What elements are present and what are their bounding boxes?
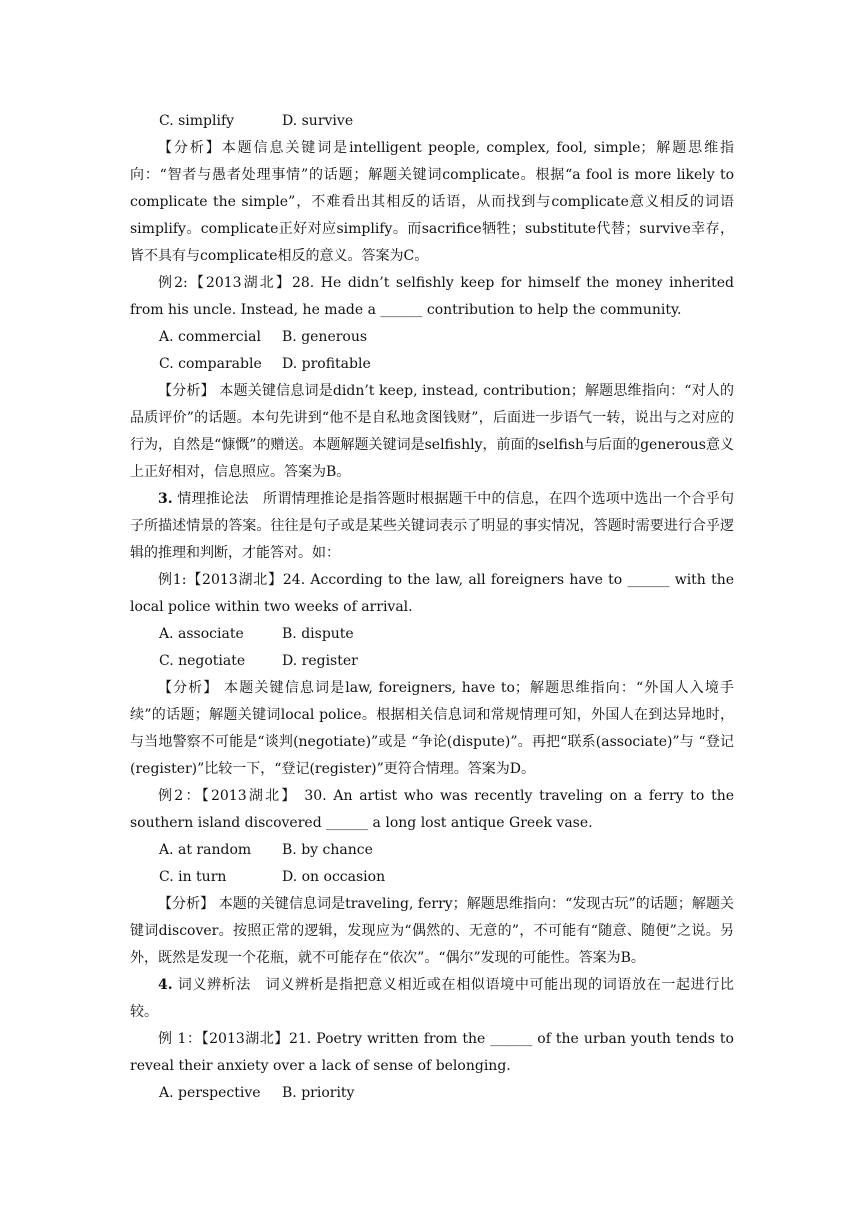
section-number: 3.: [158, 491, 173, 507]
analysis-paragraph: 【分析】 本题的关键信息词是traveling, ferry；解题思维指向：“发现古玩”的话题；解题关键词discover。按照正常的逻辑，发现应为“偶然的、无意的”，不可能有“随意、随便”之说。另外，既然是发现一个花瓶，就不可能存在“依次”。“偶尔”发现的可能性。答案为B。: [130, 896, 734, 966]
example-question: 例2:【2013湖北】28. He didn’t selfishly keep for himself the money inherited from his uncle. Instead, he made a ______ contribution to help the community.: [130, 275, 734, 318]
options-row: [130, 648, 734, 675]
option-a: A. associate: [159, 626, 244, 642]
options-row: [130, 351, 734, 378]
option-a: A. perspective: [159, 1085, 261, 1101]
option-b: B. generous: [282, 329, 368, 345]
example-question: 例 1：【2013湖北】21. Poetry written from the ______ of the urban youth tends to reveal their anxiety over a lack of sense of belonging.: [130, 1031, 734, 1074]
option-b: B. priority: [282, 1085, 355, 1101]
option-a: A. at random: [159, 842, 252, 858]
option-b: B. dispute: [282, 626, 354, 642]
options-row: [130, 108, 734, 135]
document-body: [130, 108, 734, 1107]
options-row: [130, 837, 734, 864]
option-c: C. negotiate: [159, 653, 246, 669]
section-number: 4.: [158, 977, 173, 993]
section-text: 情理推论法 所谓情理推论是指答题时根据题干中的信息，在四个选项中选出一个合乎句子所描述情景的答案。往往是句子或是某些关键词表示了明显的事实情况，答题时需要进行合乎逻辑的推理和判断，才能答对。如：: [130, 491, 734, 561]
options-row: [130, 864, 734, 891]
option-c: C. simplify: [159, 113, 235, 129]
option-a: A. commercial: [159, 329, 261, 345]
option-b: B. by chance: [282, 842, 373, 858]
option-d: D. survive: [282, 113, 354, 129]
options-row: [130, 1080, 734, 1107]
section-heading-paragraph: [130, 486, 734, 567]
analysis-paragraph: 【分析】 本题关键信息词是didn’t keep, instead, contribution；解题思维指向：“对人的品质评价”的话题。本句先讲到“他不是自私地贪图钱财”，后面进一步语气一转，说出与之对应的行为，自然是“慷慨”的赠送。本题解题关键词是selfishly，前面的selfish与后面的generous意义上正好相对，信息照应。答案为B。: [130, 383, 734, 480]
analysis-paragraph: 【分析】本题信息关键词是intelligent people, complex, fool, simple；解题思维指向：“智者与愚者处理事情”的话题；解题关键词complicate。根据“a fool is more likely to complicate the simple”，不难看出其相反的话语，从而找到与complicate意义相反的词语simplify。complicate正好对应simplify。而sacrifice牺牲；substitute代替；survive幸存，皆不具有与complicate相反的意义。答案为C。: [130, 140, 734, 264]
option-d: D. profitable: [282, 356, 371, 372]
option-c: C. in turn: [159, 869, 227, 885]
options-row: [130, 324, 734, 351]
example-question: 例1:【2013湖北】24. According to the law, all foreigners have to ______ with the local police within two weeks of arrival.: [130, 572, 734, 615]
example-question: 例2：【2013湖北】 30. An artist who was recently traveling on a ferry to the southern island discovered ______ a long lost antique Greek vase.: [130, 788, 734, 831]
section-text: 词义辨析法 词义辨析是指把意义相近或在相似语境中可能出现的词语放在一起进行比较。: [130, 977, 734, 1020]
options-row: [130, 621, 734, 648]
section-heading-paragraph: [130, 972, 734, 1026]
option-c: C. comparable: [159, 356, 262, 372]
option-d: D. register: [282, 653, 358, 669]
option-d: D. on occasion: [282, 869, 386, 885]
analysis-paragraph: 【分析】 本题关键信息词是law, foreigners, have to；解题思维指向：“外国人入境手续”的话题；解题关键词local police。根据相关信息词和常规情理可知，外国人在到达异地时，与当地警察不可能是“谈判(negotiate)”或是 “争论(dispute)”。再把“联系(associate)”与 “登记(register)”比较一下，“登记(register)”更符合情理。答案为D。: [130, 680, 734, 777]
